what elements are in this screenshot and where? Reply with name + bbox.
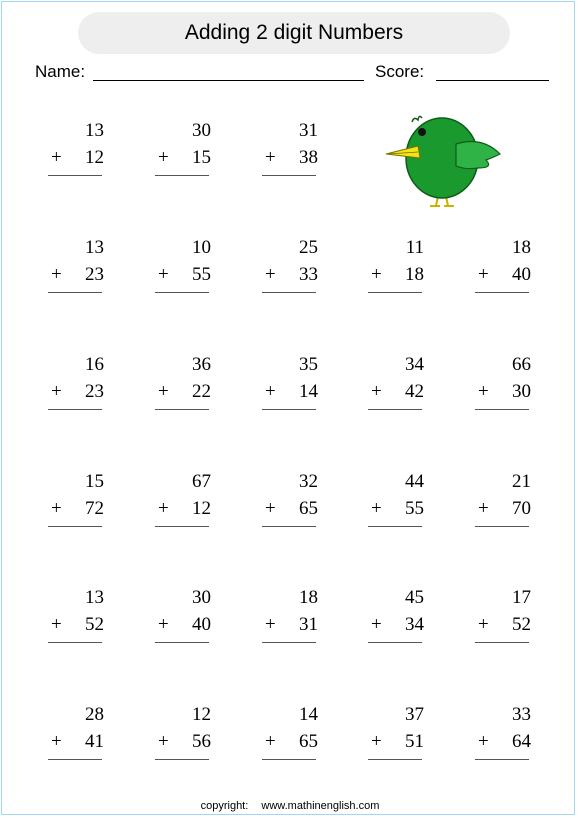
answer-line[interactable] bbox=[155, 175, 209, 176]
plus-sign: + bbox=[158, 731, 169, 752]
worksheet-page bbox=[1, 1, 575, 815]
footer bbox=[2, 800, 578, 812]
name-field-line[interactable] bbox=[93, 80, 364, 81]
answer-line[interactable] bbox=[48, 526, 102, 527]
addend-top: 35 bbox=[299, 354, 318, 375]
addend-top: 30 bbox=[192, 587, 211, 608]
addition-problem bbox=[262, 704, 332, 754]
addend-top: 12 bbox=[192, 704, 211, 725]
addend-top: 25 bbox=[299, 237, 318, 258]
answer-line[interactable] bbox=[368, 292, 422, 293]
addition-problem bbox=[475, 354, 545, 404]
answer-line[interactable] bbox=[475, 409, 529, 410]
plus-sign: + bbox=[478, 731, 489, 752]
addend-top: 13 bbox=[85, 587, 104, 608]
addend-bottom: 12 bbox=[192, 498, 211, 519]
addition-problem bbox=[368, 587, 438, 637]
worksheet-title bbox=[78, 12, 510, 54]
plus-sign: + bbox=[371, 498, 382, 519]
addend-top: 44 bbox=[405, 471, 424, 492]
answer-line[interactable] bbox=[262, 759, 316, 760]
addend-bottom: 51 bbox=[405, 731, 424, 752]
addend-bottom: 56 bbox=[192, 731, 211, 752]
addend-bottom: 55 bbox=[405, 498, 424, 519]
addend-top: 45 bbox=[405, 587, 424, 608]
answer-line[interactable] bbox=[48, 759, 102, 760]
plus-sign: + bbox=[158, 498, 169, 519]
addend-bottom: 65 bbox=[299, 498, 318, 519]
addend-bottom: 34 bbox=[405, 614, 424, 635]
score-field-line[interactable] bbox=[436, 80, 549, 81]
addition-problem bbox=[48, 587, 118, 637]
addend-bottom: 14 bbox=[299, 381, 318, 402]
addend-bottom: 41 bbox=[85, 731, 104, 752]
addend-bottom: 12 bbox=[85, 147, 104, 168]
addend-bottom: 55 bbox=[192, 264, 211, 285]
answer-line[interactable] bbox=[155, 759, 209, 760]
addition-problem bbox=[368, 237, 438, 287]
addition-problem bbox=[155, 704, 225, 754]
title-text: Adding 2 digit Numbers bbox=[184, 21, 404, 44]
green-bird-icon bbox=[382, 108, 506, 212]
answer-line[interactable] bbox=[368, 409, 422, 410]
addend-bottom: 64 bbox=[512, 731, 531, 752]
answer-line[interactable] bbox=[48, 175, 102, 176]
addend-top: 32 bbox=[299, 471, 318, 492]
answer-line[interactable] bbox=[262, 642, 316, 643]
plus-sign: + bbox=[478, 614, 489, 635]
addend-top: 31 bbox=[299, 120, 318, 141]
answer-line[interactable] bbox=[475, 642, 529, 643]
addend-bottom: 40 bbox=[512, 264, 531, 285]
addend-top: 11 bbox=[405, 237, 424, 258]
addition-problem bbox=[155, 471, 225, 521]
addend-top: 17 bbox=[512, 587, 531, 608]
addend-bottom: 15 bbox=[192, 147, 211, 168]
plus-sign: + bbox=[265, 731, 276, 752]
addend-top: 67 bbox=[192, 471, 211, 492]
addend-bottom: 23 bbox=[85, 264, 104, 285]
addend-top: 28 bbox=[85, 704, 104, 725]
answer-line[interactable] bbox=[262, 409, 316, 410]
plus-sign: + bbox=[478, 498, 489, 519]
answer-line[interactable] bbox=[475, 292, 529, 293]
answer-line[interactable] bbox=[368, 526, 422, 527]
answer-line[interactable] bbox=[155, 292, 209, 293]
plus-sign: + bbox=[371, 264, 382, 285]
addend-top: 66 bbox=[512, 354, 531, 375]
answer-line[interactable] bbox=[368, 642, 422, 643]
plus-sign: + bbox=[51, 264, 62, 285]
addend-top: 14 bbox=[299, 704, 318, 725]
plus-sign: + bbox=[265, 381, 276, 402]
addend-top: 13 bbox=[85, 237, 104, 258]
addend-top: 10 bbox=[192, 237, 211, 258]
addition-problem bbox=[262, 354, 332, 404]
addend-top: 34 bbox=[405, 354, 424, 375]
addition-problem bbox=[155, 237, 225, 287]
addend-bottom: 52 bbox=[85, 614, 104, 635]
answer-line[interactable] bbox=[48, 409, 102, 410]
plus-sign: + bbox=[158, 381, 169, 402]
answer-line[interactable] bbox=[155, 642, 209, 643]
addition-problem bbox=[48, 354, 118, 404]
addition-problem bbox=[368, 354, 438, 404]
plus-sign: + bbox=[265, 614, 276, 635]
plus-sign: + bbox=[265, 147, 276, 168]
plus-sign: + bbox=[371, 381, 382, 402]
plus-sign: + bbox=[51, 147, 62, 168]
addend-bottom: 30 bbox=[512, 381, 531, 402]
answer-line[interactable] bbox=[48, 292, 102, 293]
copyright-label: copyright: bbox=[200, 800, 249, 812]
addend-bottom: 22 bbox=[192, 381, 211, 402]
answer-line[interactable] bbox=[475, 759, 529, 760]
answer-line[interactable] bbox=[155, 409, 209, 410]
site-link[interactable]: www.mathinenglish.com bbox=[261, 800, 380, 812]
addend-bottom: 70 bbox=[512, 498, 531, 519]
answer-line[interactable] bbox=[262, 526, 316, 527]
addend-top: 21 bbox=[512, 471, 531, 492]
addition-problem bbox=[48, 471, 118, 521]
plus-sign: + bbox=[265, 498, 276, 519]
addend-top: 37 bbox=[405, 704, 424, 725]
addition-problem bbox=[475, 704, 545, 754]
addend-top: 33 bbox=[512, 704, 531, 725]
addend-bottom: 42 bbox=[405, 381, 424, 402]
plus-sign: + bbox=[51, 614, 62, 635]
answer-line[interactable] bbox=[155, 526, 209, 527]
addend-top: 36 bbox=[192, 354, 211, 375]
addition-problem bbox=[48, 120, 118, 170]
addition-problem bbox=[155, 120, 225, 170]
plus-sign: + bbox=[371, 731, 382, 752]
answer-line[interactable] bbox=[368, 759, 422, 760]
addend-top: 30 bbox=[192, 120, 211, 141]
addend-bottom: 40 bbox=[192, 614, 211, 635]
plus-sign: + bbox=[158, 264, 169, 285]
plus-sign: + bbox=[371, 614, 382, 635]
addend-top: 18 bbox=[512, 237, 531, 258]
addend-top: 16 bbox=[85, 354, 104, 375]
plus-sign: + bbox=[478, 381, 489, 402]
plus-sign: + bbox=[158, 147, 169, 168]
addend-bottom: 23 bbox=[85, 381, 104, 402]
plus-sign: + bbox=[265, 264, 276, 285]
answer-line[interactable] bbox=[262, 292, 316, 293]
addition-problem bbox=[155, 587, 225, 637]
addition-problem bbox=[262, 587, 332, 637]
addition-problem bbox=[48, 237, 118, 287]
addition-problem bbox=[262, 237, 332, 287]
addend-bottom: 31 bbox=[299, 614, 318, 635]
addend-bottom: 18 bbox=[405, 264, 424, 285]
plus-sign: + bbox=[158, 614, 169, 635]
score-label: Score: bbox=[375, 62, 425, 81]
addend-bottom: 52 bbox=[512, 614, 531, 635]
plus-sign: + bbox=[478, 264, 489, 285]
addition-problem bbox=[262, 120, 332, 170]
addition-problem bbox=[155, 354, 225, 404]
addition-problem bbox=[475, 587, 545, 637]
addend-bottom: 72 bbox=[85, 498, 104, 519]
addition-problem bbox=[368, 471, 438, 521]
addend-bottom: 33 bbox=[299, 264, 318, 285]
addition-problem bbox=[262, 471, 332, 521]
addition-problem bbox=[368, 704, 438, 754]
name-label: Name: bbox=[35, 62, 86, 81]
addition-problem bbox=[475, 237, 545, 287]
addend-top: 18 bbox=[299, 587, 318, 608]
addition-problem bbox=[475, 471, 545, 521]
plus-sign: + bbox=[51, 498, 62, 519]
addend-top: 15 bbox=[85, 471, 104, 492]
addend-top: 13 bbox=[85, 120, 104, 141]
addend-bottom: 38 bbox=[299, 147, 318, 168]
plus-sign: + bbox=[51, 381, 62, 402]
answer-line[interactable] bbox=[48, 642, 102, 643]
answer-line[interactable] bbox=[475, 526, 529, 527]
plus-sign: + bbox=[51, 731, 62, 752]
addition-problem bbox=[48, 704, 118, 754]
answer-line[interactable] bbox=[262, 175, 316, 176]
addend-bottom: 65 bbox=[299, 731, 318, 752]
